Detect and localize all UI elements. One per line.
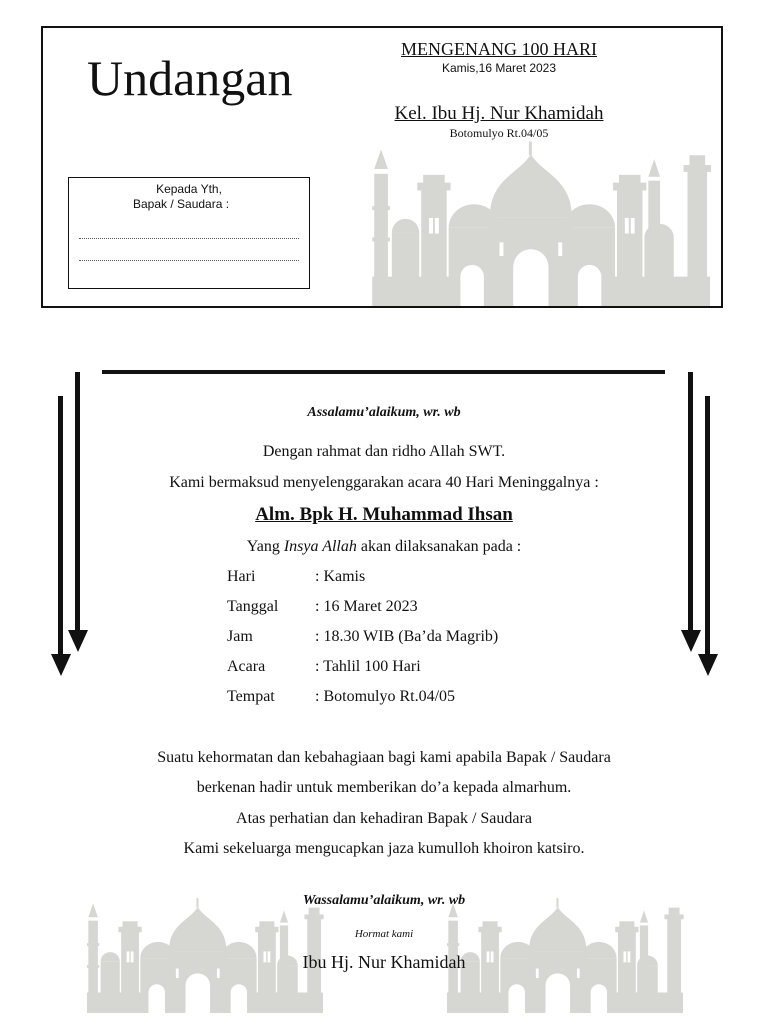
detail-label: Tempat [227, 688, 275, 705]
address-dotted-line [79, 238, 299, 239]
schedule-intro [0, 538, 768, 556]
cover-title: Undangan [87, 50, 293, 106]
recipient-salutation: Kepada Yth, [156, 182, 222, 196]
schedule-intro-rest: akan dilaksanakan pada : [356, 538, 522, 555]
closing-line-2: berkenan hadir untuk memberikan do’a kepada almarhum. [196, 779, 572, 796]
event-title: MENGENANG 100 HARI [401, 39, 597, 59]
detail-value: : 16 Maret 2023 [315, 598, 418, 615]
arrow-down-icon [49, 396, 73, 678]
detail-label: Hari [227, 568, 256, 585]
closing-line-4: Kami sekeluarga mengucapkan jaza kumulloh khoiron katsiro. [183, 840, 585, 857]
address-dotted-line [79, 260, 299, 261]
intent-line: Kami bermaksud menyelenggarakan acara 40 Hari Meninggalnya : [169, 474, 599, 491]
closing-line-1: Suatu kehormatan dan kebahagiaan bagi kami apabila Bapak / Saudara [157, 749, 611, 766]
detail-value: : Tahlil 100 Hari [315, 658, 421, 675]
greeting: Assalamu’alaikum, wr. wb [307, 405, 461, 420]
signer-name: Ibu Hj. Nur Khamidah [302, 952, 466, 972]
event-date: Kamis,16 Maret 2023 [441, 61, 557, 75]
recipient-label: Bapak / Saudara : [133, 197, 230, 211]
insya-allah-text: Insya Allah [283, 538, 357, 555]
detail-value: : Kamis [315, 568, 366, 585]
cover-card [41, 26, 723, 308]
detail-value: : 18.30 WIB (Ba’da Magrib) [315, 628, 499, 645]
detail-row-day [227, 568, 365, 586]
signer-wrap [0, 952, 768, 973]
mosque-silhouette-icon [329, 120, 719, 306]
host-address: Botomulyo Rt.04/05 [449, 126, 549, 140]
closing-line-3: Atas perhatian dan kehadiran Bapak / Saudara [236, 810, 532, 827]
farewell: Wassalamu’alaikum, wr. wb [302, 893, 466, 908]
deceased-name: Alm. Bpk H. Muhammad Ihsan [255, 504, 513, 525]
regards-wrap [0, 924, 768, 942]
host-name: Kel. Ibu Hj. Nur Khamidah [394, 103, 604, 124]
regards: Hormat kami [354, 928, 414, 940]
deceased-name-wrap [0, 504, 768, 526]
detail-row-time [227, 628, 498, 646]
detail-label: Jam [227, 628, 253, 645]
detail-value: : Botomulyo Rt.04/05 [315, 688, 456, 705]
address-box [68, 177, 310, 289]
detail-row-place [227, 688, 455, 706]
detail-row-event [227, 658, 421, 676]
detail-label: Tanggal [227, 598, 279, 615]
intro-line: Dengan rahmat dan ridho Allah SWT. [262, 443, 506, 460]
arrow-down-icon [696, 396, 720, 678]
detail-row-date [227, 598, 418, 616]
top-rule [102, 370, 665, 374]
detail-label: Acara [227, 658, 266, 675]
yang-text: Yang [246, 538, 284, 555]
